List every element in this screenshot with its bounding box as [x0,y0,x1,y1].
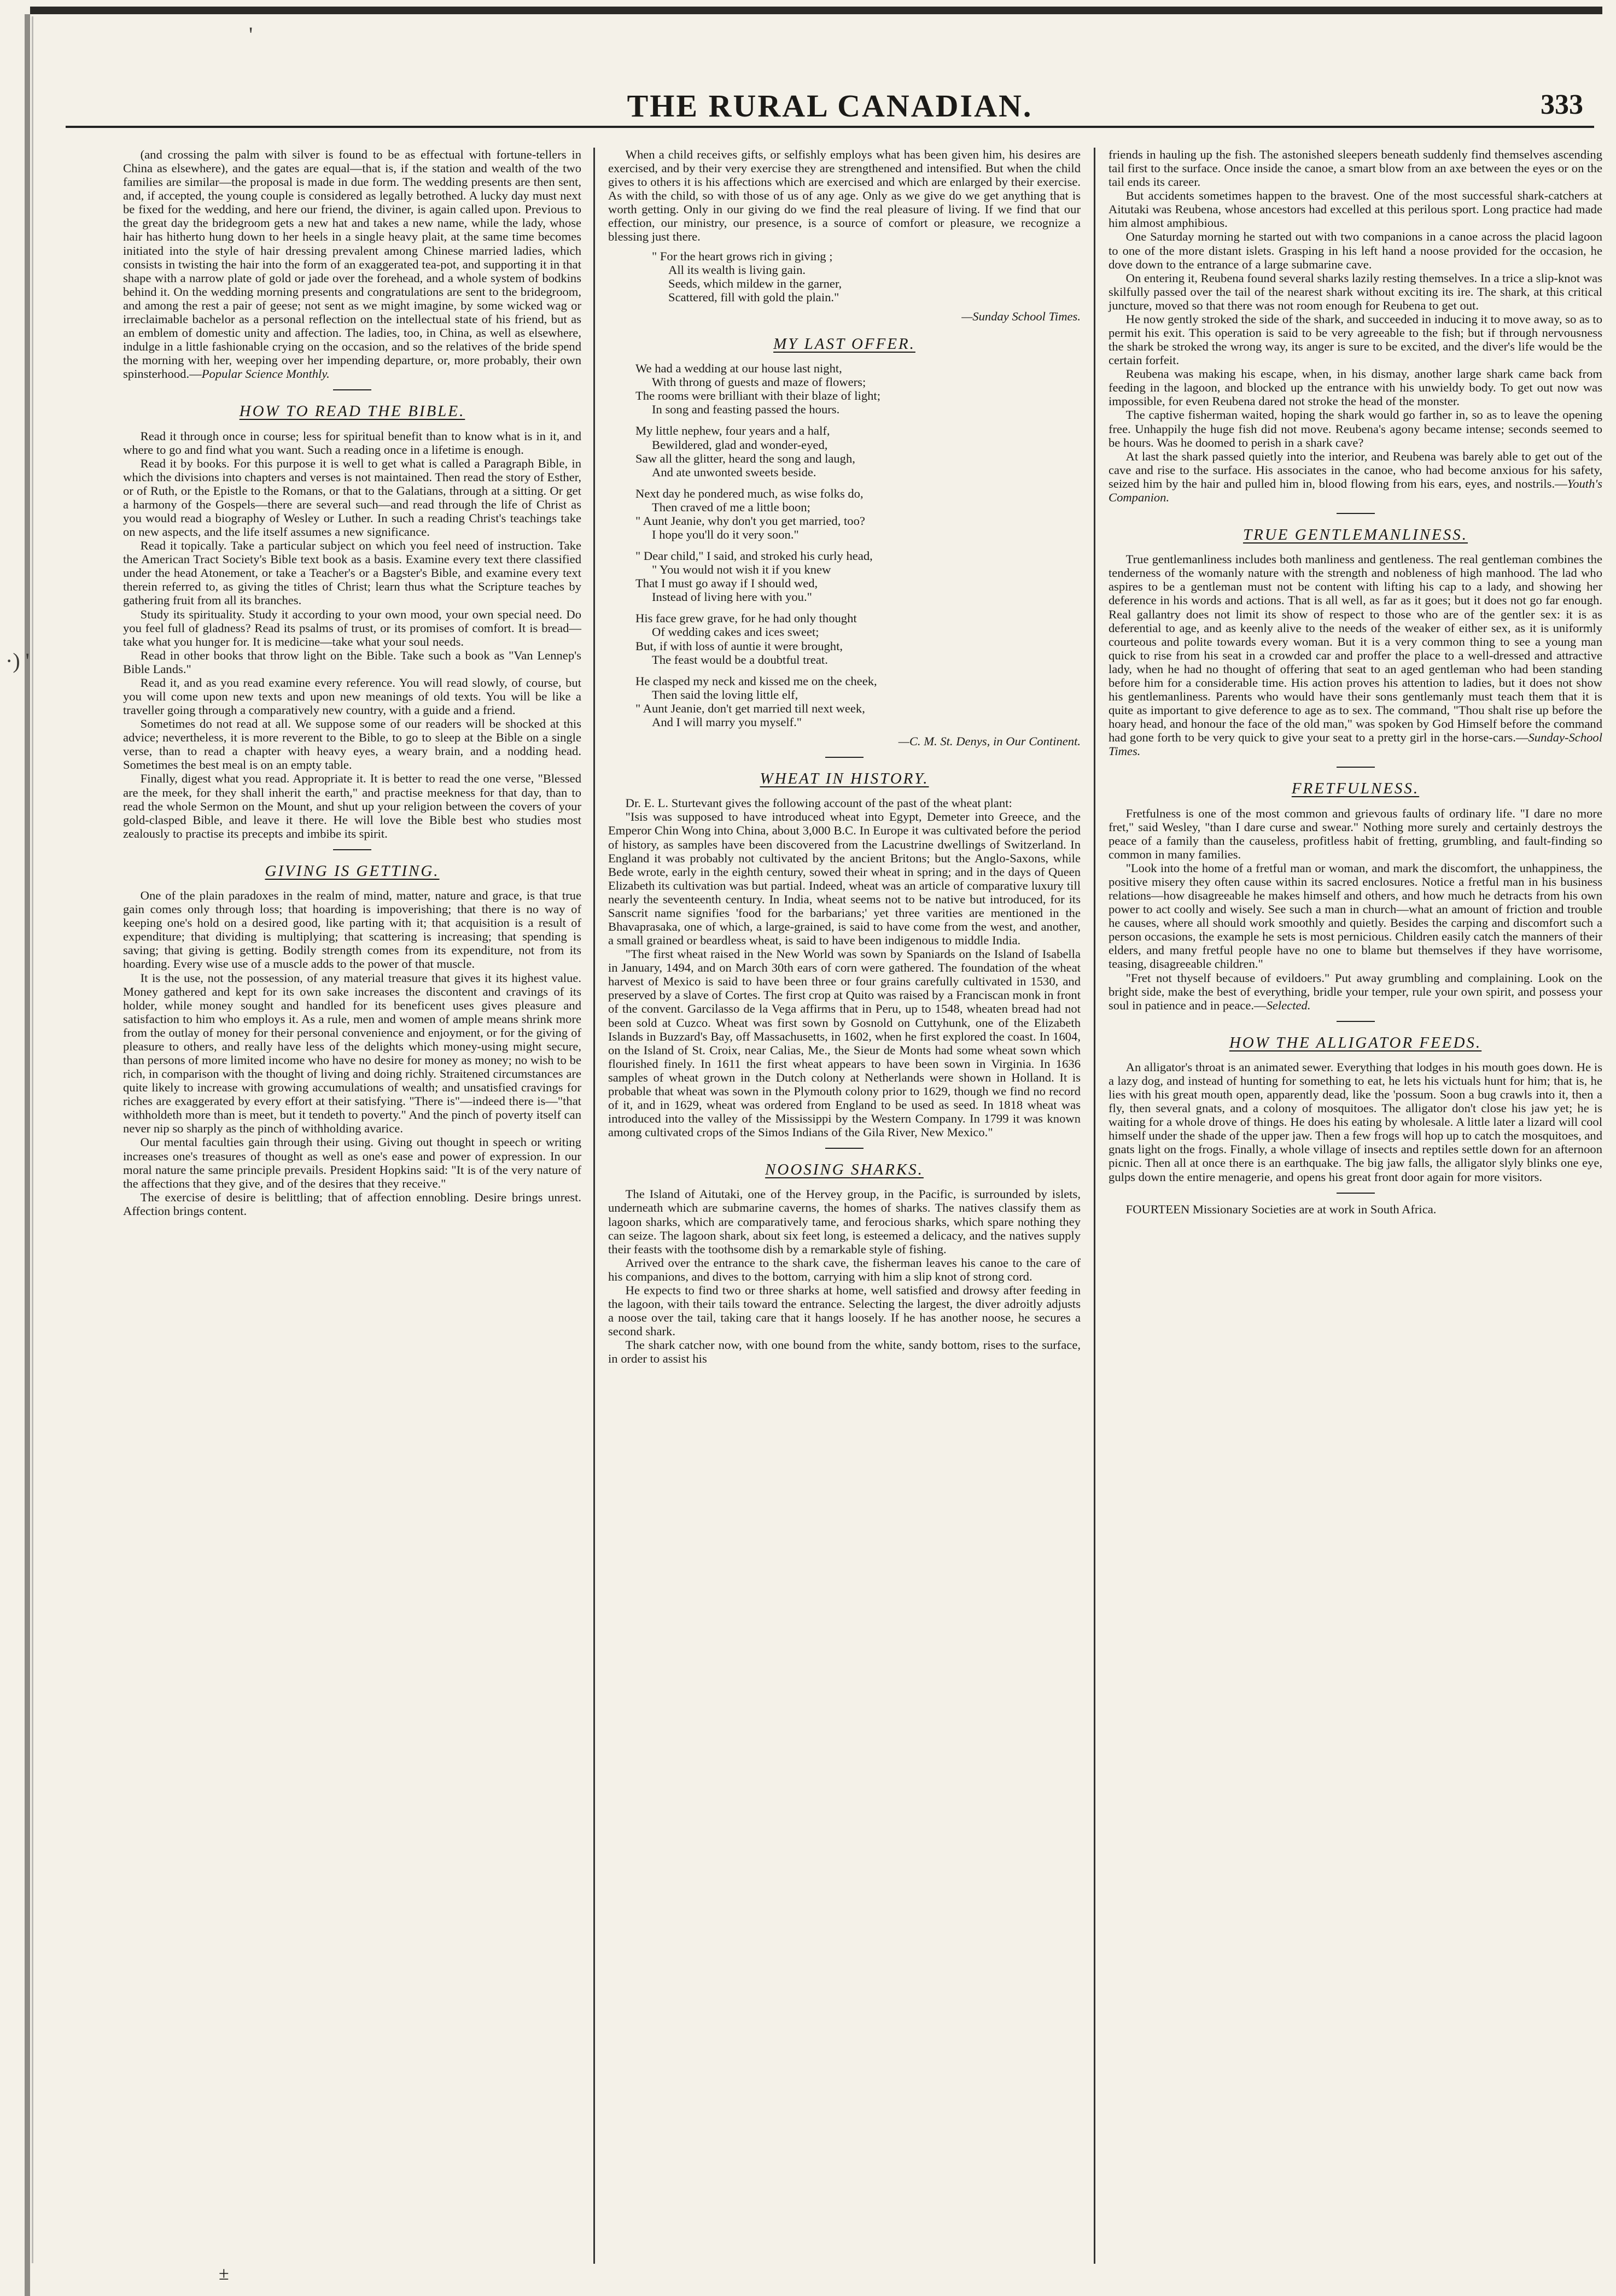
page-number: 333 [1541,89,1583,120]
article-title: MY LAST OFFER. [773,335,915,353]
section-divider [825,757,864,758]
article-paragraph: He expects to find two or three sharks at home, well satisfied and drowsy after feeding in the lagoon, with their tails toward the entrance. Selecting the largest, the diver adroitly adjusts a noose over the tail, taking care that it hangs loosely. If he has another noose, he secures a second shark. [608,1283,1081,1339]
section-divider [1337,1193,1375,1194]
section-divider [333,849,371,850]
article-title: HOW THE ALLIGATOR FEEDS. [1229,1033,1482,1051]
margin-mark: ' [249,22,253,47]
article-paragraph: The exercise of desire is belittling; that of affection ennobling. Desire brings unrest. Affection brings content. [123,1190,581,1218]
poem-line: Seeds, which mildew in the garner, [668,276,842,290]
article-paragraph: Read it topically. Take a particular subject on which you feel need of instruction. Take the American Tract Society's Bible text book as a basis. Examine every text there classified under the head Atonement, or take a Teacher's or a Bagster's Bible, and examine every text therein referred to, as giving the titles of Christ; learn thus what the Scripture teaches by gathering fruit from all its branches. [123,539,581,607]
poem-line: That I must go away if I should wed, [635,576,818,591]
article-paragraph: Read it, and as you read examine every reference. You will read slowly, of course, but you will come upon new texts and upon new meanings of old texts. You will be like a traveller going through a comparatively new country, with a guide and a friend. [123,675,581,717]
article-paragraph: "Fret not thyself because of evildoers." Put away grumbling and complaining. Look on the bright side, make the best of everything, bridle your temper, rule your own spirit, and possess your soul in patience and in peace.—Selected. [1109,971,1602,1012]
poem-line: Bewildered, glad and wonder-eyed, [652,437,828,452]
citation: Sunday-School Times. [1109,731,1602,758]
article-paragraph: The Island of Aitutaki, one of the Hervey group, in the Pacific, is surrounded by islets, underneath which are submarine caverns, the homes of sharks. The natives classify them as lagoon sharks, which are comparatively tame, and ferocious sharks, which spare nothing they can seize. The lagoon shark, about six feet long, is esteemed a delicacy, and the natives supply their feasts with the toothsome dish by a remarkable style of fishing. [608,1187,1081,1256]
left-margin-rule [32,16,33,2263]
poem-line: Saw all the glitter, heard the song and laugh, [635,451,855,465]
poem-line: My little nephew, four years and a half, [635,424,830,438]
poem [635,361,1081,729]
poem-line: " You would not wish it if you knew [652,563,831,577]
footer-mark: ± [219,2264,229,2284]
article-paragraph: He now gently stroked the side of the shark, and succeeded in inducing it to move away, so as to permit his exit. This operation is said to be very agreeable to the fish; but if through nervousness the shark be stroked the wrong way, its anger is sure to be excited, and the diver's life would be the certain forfeit. [1109,312,1602,367]
article-paragraph: The shark catcher now, with one bound from the white, sandy bottom, rises to the surface, in order to assist his [608,1338,1081,1366]
article-paragraph: When a child receives gifts, or selfishly employs what has been given him, his desires are exercised, and by their very exercise they are strengthened and intensified. But when the child gives to others it is his affections which are exercised and which are enlarged by their exercise. As with the child, so with those of us of any age. Only as we give do we get anything that is worth getting. Only in our giving do we find the real pleasure of living. If we find that our effection, our ministry, our presence, is a source of comfort or pleasure, we recognize a blessing just there. [608,148,1081,244]
poem-line: I hope you'll do it very soon." [652,527,799,541]
article-columns [123,148,1602,2264]
column-2 [595,148,1095,2264]
poem-line: Instead of living here with you." [652,590,812,604]
newspaper-title: THE RURAL CANADIAN. [627,88,1033,124]
article-paragraph: An alligator's throat is an animated sewer. Everything that lodges in his mouth goes down. He is a lazy dog, and instead of hunting for something to eat, he lets his victuals hunt for him; that is, he lies with his great mouth open, apparently dead, like the 'possum. Soon a bug crawls into it, then a fly, then several gnats, and a colony of mosquitoes. The alligator don't close his jaw yet; he is waiting for a whole drove of things. He does his eating by wholesale. A little later a lizard will cool himself under the shade of the upper jaw. Then a few frogs will hop up to catch the mosquitoes, and gnats light on the frogs. Finally, a whole village of insects and reptiles settle down for an afternoon picnic. Then all at once there is an earthquake. The big jaw falls, the alligator slyly blinks one eye, gulps down the entire menagerie, and opens his great front door again for more visitors. [1109,1060,1602,1184]
closing-note: FOURTEEN Missionary Societies are at work in South Africa. [1125,1202,1437,1216]
article-paragraph: (and crossing the palm with silver is found to be as effectual with fortune-tellers in China as elsewhere), and the gates are equal—that is, if the station and wealth of the two families are similar—the proposal is made in due form. The wedding presents are then sent, and, if accepted, the young couple is considered as legally betrothed. A lucky day must next be fixed for the wedding, and here our friend, the diviner, is again called upon. Previous to the great day the bridegroom gets a new hat and takes a new name, while the lady, whose hair has hitherto hung down to her heels in a single heavy plait, at the same time becomes initiated into the style of hair dressing prevalent among Chinese married ladies, which consists in twisting the hair into the form of an exaggerated tea-pot, and supporting it in that shape with a narrow plate of gold or jade over the forehead, and a whole system of bodkins behind it. On the wedding morning presents and congratulations are sent to the bridegroom, and among the rest a pair of geese; not sent as we might imagine, by some wicked wag or irreclaimable bachelor as a personal reflection on the intellectual state of his friend, but as an emblem of domestic unity and affection. The ladies, too, in China, as well as elsewhere, indulge in a little fashionable crying on the occasion, and so the relatives of the bride spend the morning with her, weeping over her impending departure, or, more probably, their own spinsterhood.—Popular Science Monthly. [123,148,581,381]
citation: Youth's Companion. [1109,476,1602,504]
article-paragraph: Finally, digest what you read. Appropriate it. It is better to read the one verse, "Blessed are the meek, for they shall inherit the earth," and practise meekness for that day, than to read the whole Sermon on the Mount, and shut up your religion between the covers of your gold-clasped Bible, and leave it there. He will love the Bible best who studies most zealously to practise its precepts and imbibe its spirit. [123,772,581,840]
article-paragraph: Our mental faculties gain through their using. Giving out thought in speech or writing increases one's treasures of thought as well as one's ease and power of expression. In our moral nature the same principle prevails. President Hopkins said: "It is of the very nature of the affections that they give, and of the desires that they receive." [123,1135,581,1190]
poem-line: Next day he pondered much, as wise folks do, [635,486,864,500]
poem-line: The rooms were brilliant with their blaze of light; [635,389,880,403]
article-paragraph: friends in hauling up the fish. The astonished sleepers beneath suddenly find themselves ascending tail first to the surface. Once inside the canoe, a smart blow from an axe between the eyes or on the tail ends its career. [1109,148,1602,189]
margin-mark: ·) ' [5,649,30,673]
column-3 [1095,148,1602,2264]
poem-line: " For the heart grows rich in giving ; [652,249,833,263]
poem-line: And I will marry you myself." [652,715,802,729]
poem-line: Of wedding cakes and ices sweet; [652,625,819,639]
page-header [66,82,1594,128]
article-paragraph: "Look into the home of a fretful man or woman, and mark the discomfort, the unhappiness, the positive misery they often cause within its sacred enclosures. Notice a fretful man in his business relations—how disagreeable he makes himself and others, and how much he detracts from his own power to act coolly and wisely. See such a man in church—what an amount of friction and trouble he causes, where all should work smoothly and quietly. Besides the carping and discomfort such a person occasions, the example he sets is most pernicious. Children easily catch the manners of their elders, and many fretful people have no one to blame but themselves if they have worrisome, teasing, disagreeable children." [1109,861,1602,971]
poem-line: With throng of guests and maze of flowers; [652,375,866,389]
poem-line: Scattered, fill with gold the plain." [668,290,839,304]
article-paragraph: "Isis was supposed to have introduced wheat into Egypt, Demeter into Greece, and the Emperor Chin Wong into China, about 3,000 B.C. In Europe it was cultivated before the period of history, as samples have been discovered from the Lacustrine dwellings of Switzerland. In England it was probably not cultivated by the ancient Britons; but the Anglo-Saxons, while Bede wrote, early in the eighth century, sowed their wheat in spring; and in the days of Queen Elizabeth its cultivation was but partial. Indeed, wheat was an article of comparative luxury till nearly the seventeenth century. In India, wheat seems not to be native but introduced, for its Sanscrit name signifies 'food for the barbarians;' yet three varities are mentioned in the Bhavaprasaka, one of which, a large-grained, is said to have come from the west, and another, a small grained or beardless wheat, is said to have been indigenous to middle India. [608,810,1081,948]
article-title: HOW TO READ THE BIBLE. [239,402,465,420]
article-paragraph: On entering it, Reubena found several sharks lazily resting themselves. In a trice a slip-knot was skilfully passed over the tail of the nearest shark without exciting its ire. The shark, at this critical juncture, moved so that there was not room enough for Reubena to get out. [1109,271,1602,312]
article-title: FRETFULNESS. [1291,780,1420,798]
poem-line: All its wealth is living gain. [668,262,806,277]
article-paragraph: Sometimes do not read at all. We suppose some of our readers will be shocked at this advice; nevertheless, it is more reverent to the Bible, to go to sleep at the Bible on a single verse, than to read a chapter with heavy eyes, a weary brain, and a nodding head. Sometimes the best meal is on an empty table. [123,717,581,772]
article-paragraph: True gentlemanliness includes both manliness and gentleness. The real gentleman combines the tenderness of the womanly nature with the strength and nobleness of high manhood. The lad who aspires to be a gentleman must not be content with lifting his cap to a lady, and showing her deference in his words and actions. That is all well, as far as it goes; but it does not go far enough. Real gallantry does not limit its show of respect to those who are of the gentler sex: it is as deferential to age, and as keenly alive to the needs of the weaker of either sex, as it is uniformly courteous and polite towards every woman. But it is a very common thing to see a young man quick to rise from his seat in a crowded car and proffer the place to a well-dressed and attractive lady, when he had no thought of offering that seat to an aged gentleman who had been standing before him for a considerable time. His action proves his attention to ladies, but it does not show his gentlemanliness. Parents who would have their sons gentlemanly must teach them that it is quite as important to give deference to age as to sex. The command, "Thou shalt rise up before the hoary head, and honour the face of the old man," was spoken by God Himself before the command had gone forth to be very quick to give your seat to a pretty girl in the horse-cars.—Sunday-School Times. [1109,552,1602,758]
section-divider [825,1148,864,1149]
article-paragraph: Fretfulness is one of the most common and grievous faults of ordinary life. "I dare no more fret," said Wesley, "than I dare curse and swear." Nothing more surely and certainly destroys the peace of a family than the causeless, profitless habit of fretting, grumbling, and fault-finding so common in many families. [1109,806,1602,861]
article-paragraph: One Saturday morning he started out with two companions in a canoe across the placid lagoon to one of the more distant islets. Grasping in his left hand a noose provided for the occasion, he dove down to the entrance of a large submarine cave. [1109,230,1602,271]
citation: Popular Science Monthly. [201,367,330,381]
article-paragraph: It is the use, not the possession, of any material treasure that gives it its highest value. Money gathered and kept for its own sake increases the discontent and cravings of its holder, while money sought and handled for its beneficent uses gives pleasure and satisfaction to him who employs it. As a rule, men and women of ample means shrink more from the outlay of money for their personal convenience and enjoyment, or for the giving of pleasure to others, and really have less of the delights which money-using might secure, than persons of more limited income who have no desire for money as money; no wish to be rich, in comparison with the thought of living and doing richly. Straitened circumstances are quite likely to increase with growing accumulations of wealth; and unsatisfied cravings for riches are exaggerated by every effort at their satisfying. "There is"—indeed there is—"that withholdeth more than is meet, but it tendeth to poverty." And the pinch of poverty itself can never nip so sharply as the pinch of withholding avarice. [123,971,581,1136]
top-border-rule [30,7,1602,14]
citation: Selected. [1266,998,1311,1012]
poem-line: " Dear child," I said, and stroked his curly head, [635,549,873,563]
citation: —C. M. St. Denys, in Our Continent. [898,734,1081,748]
poem-line: But, if with loss of auntie it were brought, [635,639,843,653]
article-title: WHEAT IN HISTORY. [760,770,929,788]
section-divider [1337,767,1375,768]
poem-line: In song and feasting passed the hours. [652,402,840,417]
section-divider [1337,1021,1375,1022]
poem-line: The feast would be a doubtful treat. [652,652,828,667]
section-divider [1337,513,1375,514]
poem-line: " Aunt Jeanie, why don't you get married, too? [635,513,865,528]
poem-line: And ate unwonted sweets beside. [652,465,816,479]
article-paragraph: One of the plain paradoxes in the realm of mind, matter, nature and grace, is that true gain comes only through loss; that hoarding is impoverishing; that there is no way of keeping one's hold on a desired good, like parting with it; that acquisition is a result of expenditure; that dividing is multiplying; that scattering is increasing; that spending is saving; that giving is getting. Bodily strength comes from its expenditure, not from its hoarding. Every wise use of a muscle adds to the power of that muscle. [123,889,581,971]
article-title: NOOSING SHARKS. [765,1161,924,1179]
article-paragraph: Read in other books that throw light on the Bible. Take such a book as "Van Lennep's Bible Lands." [123,648,581,676]
poem-line: Then craved of me a little boon; [652,500,810,514]
article-paragraph: Arrived over the entrance to the shark cave, the fisherman leaves his canoe to the care of his companions, and dives to the bottom, carrying with him a slip knot of strong cord. [608,1255,1081,1283]
poem-line: " Aunt Jeanie, don't get married till next week, [635,701,865,715]
article-paragraph: "The first wheat raised in the New World was sown by Spaniards on the Island of Isabella in January, 1494, and on March 30th ears of corn were gathered. The foundation of the wheat harvest of Mexico is said to have been three or four grains carefully cultivated in 1530, and preserved by a slave of Cortes. The first crop at Quito was raised by a Franciscan monk in front of the convent. Garcilasso de la Vega affirms that in Peru, up to 1548, wheaten bread had not been sold at Cuzco. Wheat was first sown by Gosnold on Cuttyhunk, one of the Elizabeth Islands in Buzzard's Bay, off Massachusetts, in 1602, when he first explored the coast. In 1604, on the Island of St. Croix, near Calias, Me., the Sieur de Monts had some wheat sown which flourished finely. In 1611 the first wheat appears to have been sown in Virginia. In 1636 samples of wheat grown in the Dutch colony at Netherlands were shown in Holland. It is probable that wheat was sown in the Plymouth colony prior to 1629, though we find no record of it, and in 1629, wheat was ordered from England to be used as seed. In 1818 wheat was introduced into the valley of the Mississippi by the Western Company. In 1799 it was known among cultivated crops of the Simos Indians of the Gila River, New Mexico." [608,947,1081,1140]
poem-line: His face grew grave, for he had only thought [635,611,857,626]
citation: —Sunday School Times. [961,309,1081,323]
article-paragraph: Dr. E. L. Sturtevant gives the following account of the past of the wheat plant: [625,796,1012,810]
poem-line: He clasped my neck and kissed me on the cheek, [635,674,877,688]
poem-stanza [652,249,1081,304]
article-paragraph: At last the shark passed quietly into the interior, and Reubena was barely able to get out of the cave and rise to the surface. His associates in the canoe, who had become anxious for his safety, seized him by the hair and pulled him in, blood flowing from his ears, eyes, and nostrils.—Youth's Companion. [1109,449,1602,504]
column-1 [123,148,595,2264]
article-paragraph: The captive fisherman waited, hoping the shark would go farther in, so as to leave the opening free. Unhappily the huge fish did not move. Reubena's agony became intense; seconds seemed to be hours. Was he doomed to perish in a shark cave? [1109,408,1602,449]
article-title: TRUE GENTLEMANLINESS. [1242,526,1468,544]
article-paragraph: But accidents sometimes happen to the bravest. One of the most successful shark-catchers at Aitutaki was Reubena, whose ancestors had excelled at this perilous sport. Long practice had made him almost amphibious. [1109,189,1602,230]
poem-line: We had a wedding at our house last night, [635,361,842,376]
article-paragraph: Reubena was making his escape, when, in his dismay, another large shark came back from feeding in the lagoon, and blocked up the entrance with his unwieldy body. To get out now was impossible, for even Reubena dared not stroke the head of the monster. [1109,367,1602,408]
scan-left-edge [25,14,30,2296]
poem-line: Then said the loving little elf, [652,687,798,702]
article-paragraph: Read it by books. For this purpose it is well to get what is called a Paragraph Bible, in which the divisions into chapters and verses is not maintained. Then read the story of Esther, or of Ruth, or the Epistle to the Romans, or that to the Galatians, through at a sitting. Or get a harmony of the Gospels—there are several such—and read through the life of Christ as you would read a biography of Wesley or Luther. In such a reading Christ's teachings take on new aspects, and the life itself assumes a new significance. [123,456,581,539]
article-paragraph: Study its spirituality. Study it according to your own mood, your own special need. Do you feel full of gladness? Read its psalms of trust, or its promises of comfort. It is bread—take what you hunger for. It is medicine—take what your soul needs. [123,607,581,649]
article-paragraph: Read it through once in course; less for spiritual benefit than to know what is in it, and where to go and find what you want. Such a reading once in a lifetime is enough. [123,429,581,457]
article-title: GIVING IS GETTING. [265,862,440,880]
section-divider [333,389,371,390]
